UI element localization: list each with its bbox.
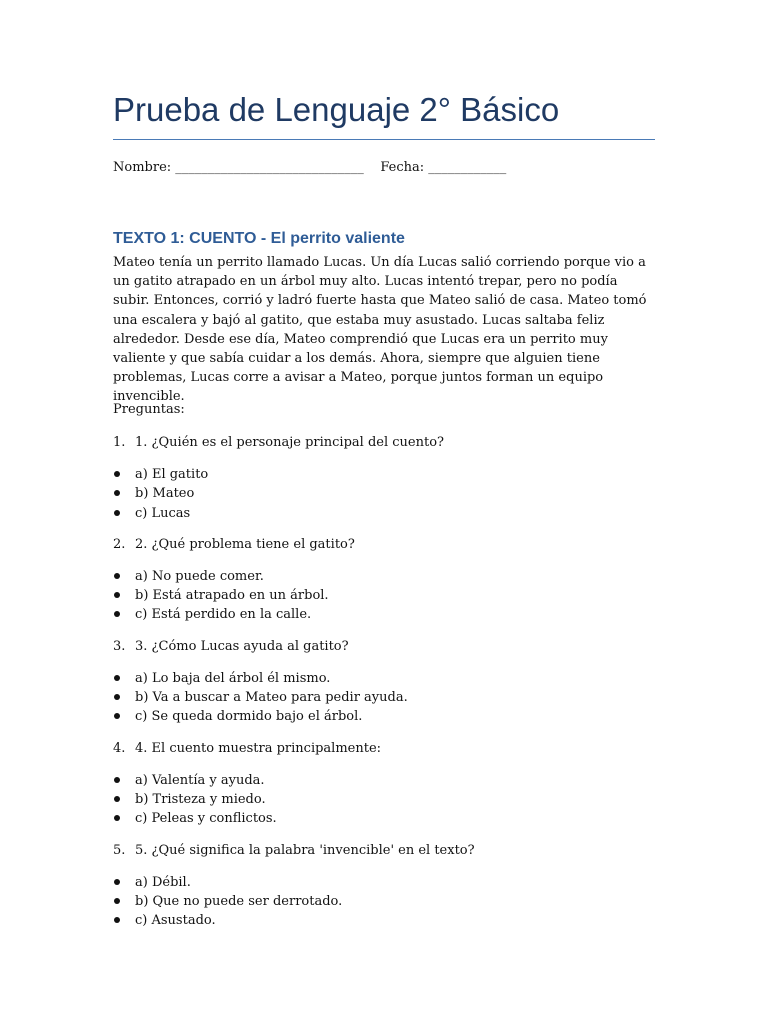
fecha-blank: ____________ bbox=[428, 160, 507, 175]
option-item bbox=[113, 484, 655, 503]
option-text: c) Peleas y conflictos. bbox=[135, 811, 277, 827]
option-text: c) Lucas bbox=[135, 505, 191, 521]
question-text: 4. El cuento muestra principalmente: bbox=[135, 740, 382, 756]
option-text: b) Va a buscar a Mateo para pedir ayuda. bbox=[135, 690, 408, 706]
question-text: 3. ¿Cómo Lucas ayuda al gatito? bbox=[135, 638, 349, 654]
section-heading: TEXTO 1: CUENTO - El perrito valiente bbox=[113, 230, 405, 247]
option-text: a) Lo baja del árbol él mismo. bbox=[135, 670, 331, 686]
question-block bbox=[113, 637, 655, 727]
bullet-icon bbox=[114, 694, 120, 700]
options-list bbox=[113, 771, 655, 829]
option-item bbox=[113, 790, 655, 809]
bullet-icon bbox=[114, 510, 120, 516]
options-list bbox=[113, 567, 655, 625]
bullet-icon bbox=[114, 675, 120, 681]
option-item bbox=[113, 771, 655, 790]
questions-list bbox=[113, 433, 655, 942]
option-text: a) No puede comer. bbox=[135, 568, 264, 584]
question bbox=[113, 739, 655, 759]
option-text: c) Asustado. bbox=[135, 913, 216, 929]
option-item bbox=[113, 567, 655, 586]
question bbox=[113, 637, 655, 657]
bullet-icon bbox=[114, 815, 120, 821]
option-item bbox=[113, 892, 655, 911]
question-block bbox=[113, 433, 655, 523]
bullet-icon bbox=[114, 611, 120, 617]
question bbox=[113, 841, 655, 861]
nombre-blank: _____________________________ bbox=[175, 160, 364, 175]
bullet-icon bbox=[114, 879, 120, 885]
bullet-icon bbox=[114, 490, 120, 496]
question-block bbox=[113, 739, 655, 829]
question-number: 5. bbox=[113, 842, 126, 858]
option-item bbox=[113, 809, 655, 828]
question-text: 2. ¿Qué problema tiene el gatito? bbox=[135, 536, 355, 552]
option-text: c) Se queda dormido bajo el árbol. bbox=[135, 709, 363, 725]
options-list bbox=[113, 873, 655, 931]
option-text: b) Mateo bbox=[135, 486, 195, 502]
title-divider bbox=[113, 139, 655, 140]
bullet-icon bbox=[114, 592, 120, 598]
bullet-icon bbox=[114, 777, 120, 783]
question-number: 2. bbox=[113, 536, 126, 552]
bullet-icon bbox=[114, 471, 120, 477]
document-title: Prueba de Lenguaje 2° Básico bbox=[113, 91, 560, 128]
option-item bbox=[113, 586, 655, 605]
option-item bbox=[113, 465, 655, 484]
question-text: 5. ¿Qué significa la palabra 'invencible' en el texto? bbox=[135, 842, 475, 858]
questions-label: Preguntas: bbox=[113, 402, 185, 417]
option-text: a) El gatito bbox=[135, 467, 209, 482]
question-number: 4. bbox=[113, 740, 126, 756]
option-item bbox=[113, 504, 655, 523]
question-number: 1. bbox=[113, 435, 126, 450]
fecha-label: Fecha: bbox=[380, 160, 425, 175]
bullet-icon bbox=[114, 917, 120, 923]
nombre-label: Nombre: bbox=[113, 160, 172, 175]
option-text: a) Valentía y ayuda. bbox=[135, 772, 265, 788]
student-info-line bbox=[113, 160, 506, 175]
bullet-icon bbox=[114, 796, 120, 802]
option-item bbox=[113, 669, 655, 688]
option-text: a) Débil. bbox=[135, 874, 191, 890]
option-item bbox=[113, 911, 655, 930]
bullet-icon bbox=[114, 898, 120, 904]
bullet-icon bbox=[114, 713, 120, 719]
options-list bbox=[113, 465, 655, 523]
question bbox=[113, 433, 655, 453]
option-item bbox=[113, 873, 655, 892]
option-text: b) Tristeza y miedo. bbox=[135, 791, 266, 807]
option-item bbox=[113, 688, 655, 707]
option-item bbox=[113, 707, 655, 726]
options-list bbox=[113, 669, 655, 727]
question-text: 1. ¿Quién es el personaje principal del cuento? bbox=[135, 435, 444, 450]
option-text: b) Está atrapado en un árbol. bbox=[135, 588, 329, 604]
option-item bbox=[113, 605, 655, 624]
option-text: b) Que no puede ser derrotado. bbox=[135, 893, 343, 909]
question-block bbox=[113, 841, 655, 931]
bullet-icon bbox=[114, 573, 120, 579]
question bbox=[113, 535, 655, 555]
question-number: 3. bbox=[113, 638, 126, 654]
question-block bbox=[113, 535, 655, 625]
story-text: Mateo tenía un perrito llamado Lucas. Un día Lucas salió corriendo porque vio a un gatito atrapado en un árbol muy alto. Lucas intentó trepar, pero no podía subir. Entonces, corrió y ladró fuerte hasta que Mateo salió de casa. Mateo tomó una escalera y bajó al gatito, que estaba muy asustado. Lucas saltaba feliz alrededor. Desde ese día, Mateo comprendió que Lucas era un perrito muy valiente y que sabía cuidar a los demás. Ahora, siempre que alguien tiene problemas, Lucas corre a avisar a Mateo, porque juntos forman un equipo invencible. bbox=[113, 255, 647, 405]
option-text: c) Está perdido en la calle. bbox=[135, 607, 312, 623]
